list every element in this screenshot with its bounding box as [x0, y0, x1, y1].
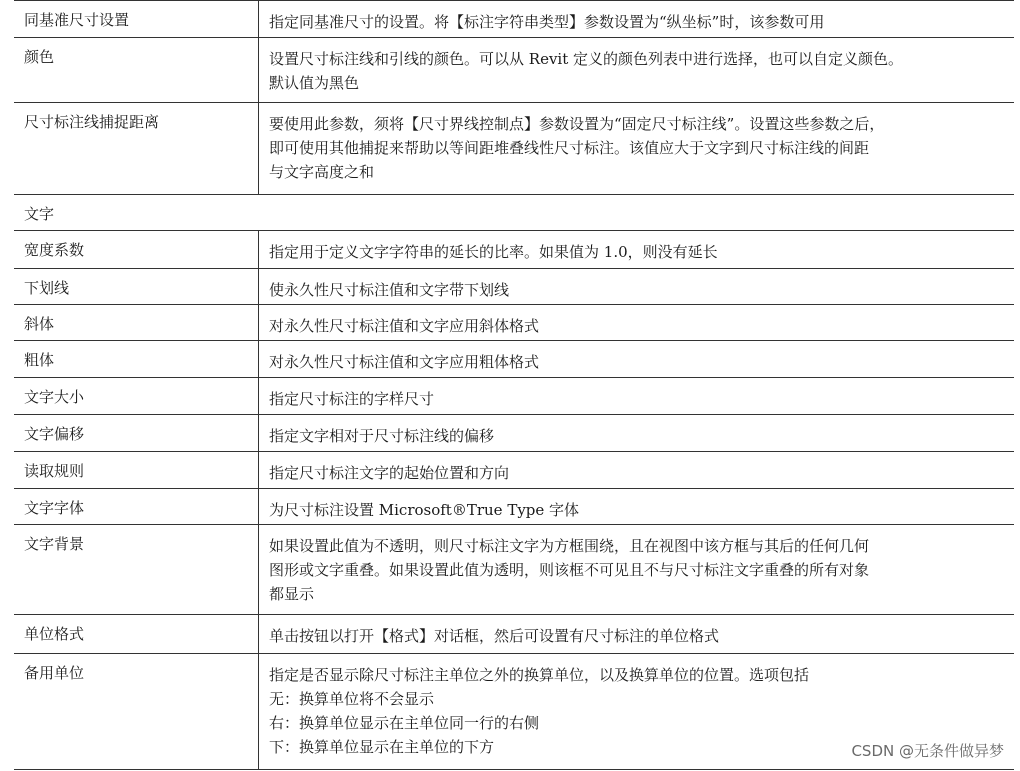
description-line: 右：换算单位显示在主单位同一行的右侧: [269, 714, 540, 732]
description-line: 使永久性尺寸标注值和文字带下划线: [269, 281, 510, 299]
table-row: [14, 489, 1014, 525]
column-divider: [258, 231, 259, 268]
parameter-name: 宽度系数: [24, 241, 85, 259]
parameter-description: [269, 387, 1008, 411]
description-line: 图形或文字重叠。如果设置此值为透明，则该框不可见且不与尺寸标注文字重叠的所有对象: [269, 561, 870, 579]
parameter-name: 同基准尺寸设置: [24, 11, 130, 29]
description-line: 指定尺寸标注文字的起始位置和方向: [269, 464, 510, 482]
description-line: 无：换算单位将不会显示: [269, 690, 435, 708]
parameter-description: [269, 47, 1008, 95]
table-row: [14, 378, 1014, 415]
parameter-name: 文字背景: [24, 535, 85, 553]
parameter-name: 单位格式: [24, 625, 85, 643]
parameter-description: [269, 350, 1008, 374]
parameter-description: [269, 240, 1008, 264]
table-row: [14, 231, 1014, 269]
description-line: 即可使用其他捕捉来帮助以等间距堆叠线性尺寸标注。该值应大于文字到尺寸标注线的间距: [269, 139, 870, 157]
description-line: 与文字高度之和: [269, 163, 375, 181]
parameter-name: 备用单位: [24, 664, 85, 682]
parameter-name: 下划线: [24, 279, 70, 297]
parameter-description: [269, 424, 1008, 448]
column-divider: [258, 341, 259, 377]
parameter-name: 读取规则: [24, 462, 85, 480]
table-row: [14, 415, 1014, 452]
column-divider: [258, 452, 259, 488]
description-line: 要使用此参数，须将【尺寸界线控制点】参数设置为“固定尺寸标注线”。设置这些参数之后，: [269, 115, 885, 133]
parameter-name: 文字大小: [24, 388, 85, 406]
column-divider: [258, 269, 259, 304]
parameter-description: [269, 278, 1008, 302]
description-line: 指定文字相对于尺寸标注线的偏移: [269, 427, 495, 445]
description-line: 指定用于定义文字字符串的延长的比率。如果值为 1.0，则没有延长: [269, 243, 718, 261]
description-line: 指定是否显示除尺寸标注主单位之外的换算单位，以及换算单位的位置。选项包括: [269, 666, 810, 684]
section-header-row: [14, 195, 1014, 231]
column-divider: [258, 654, 259, 769]
table-row: [14, 269, 1014, 305]
parameter-description: [269, 112, 1008, 184]
description-line: 如果设置此值为不透明，则尺寸标注文字为方框围绕，且在视图中该方框与其后的任何几何: [269, 537, 870, 555]
parameter-description: [269, 10, 1008, 34]
column-divider: [258, 305, 259, 340]
parameter-description: [269, 498, 1008, 522]
description-line: 设置尺寸标注线和引线的颜色。可以从 Revit 定义的颜色列表中进行选择，也可以自定义颜色。: [269, 50, 904, 68]
description-line: 对永久性尺寸标注值和文字应用粗体格式: [269, 353, 540, 371]
parameter-description: [269, 534, 1008, 606]
table-row: [14, 615, 1014, 654]
table-row: [14, 0, 1014, 38]
parameter-name: 尺寸标注线捕捉距离: [24, 113, 160, 131]
parameter-name: 文字偏移: [24, 425, 85, 443]
description-line: 默认值为黑色: [269, 74, 360, 92]
parameter-description: [269, 461, 1008, 485]
column-divider: [258, 525, 259, 614]
column-divider: [258, 489, 259, 524]
description-line: 下：换算单位显示在主单位的下方: [269, 738, 495, 756]
parameter-name: 文字字体: [24, 499, 85, 517]
table-row: [14, 38, 1014, 103]
parameter-name: 斜体: [24, 315, 55, 333]
parameter-description: [269, 314, 1008, 338]
parameter-name: 颜色: [24, 48, 55, 66]
description-line: 指定尺寸标注的字样尺寸: [269, 390, 435, 408]
column-divider: [258, 615, 259, 653]
table-row: [14, 103, 1014, 195]
table-row: [14, 341, 1014, 378]
column-divider: [258, 378, 259, 414]
parameter-name: 粗体: [24, 351, 55, 369]
table-row: [14, 525, 1014, 615]
parameter-description: [269, 624, 1008, 648]
table-row: [14, 452, 1014, 489]
section-title: 文字: [24, 205, 55, 223]
column-divider: [258, 1, 259, 37]
description-line: 对永久性尺寸标注值和文字应用斜体格式: [269, 317, 540, 335]
column-divider: [258, 103, 259, 194]
table-row: [14, 305, 1014, 341]
column-divider: [258, 38, 259, 102]
column-divider: [258, 415, 259, 451]
description-line: 单击按钮以打开【格式】对话框，然后可设置有尺寸标注的单位格式: [269, 627, 720, 645]
description-line: 为尺寸标注设置 Microsoft®True Type 字体: [269, 501, 580, 519]
description-line: 指定同基准尺寸的设置。将【标注字符串类型】参数设置为“纵坐标”时，该参数可用: [269, 13, 825, 31]
description-line: 都显示: [269, 585, 315, 603]
watermark: CSDN @无条件做异梦: [851, 742, 1004, 760]
